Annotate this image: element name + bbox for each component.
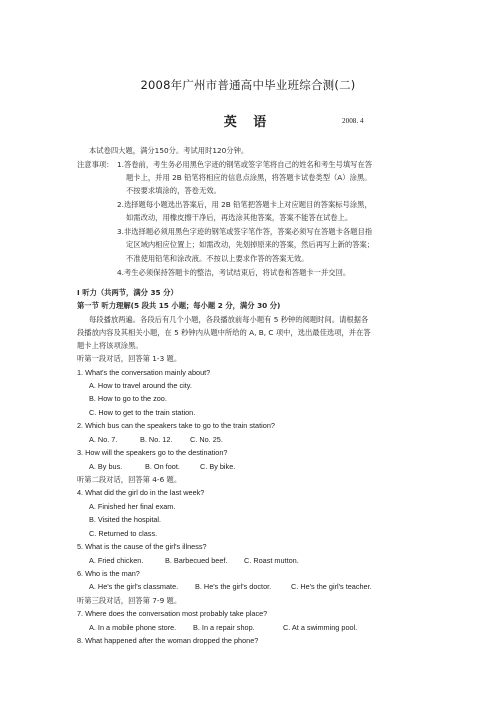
option: C. By bike. — [200, 462, 236, 471]
notice-label: 注意事项： — [77, 160, 114, 169]
option: A. In a mobile phone store. — [89, 623, 177, 632]
option: C. At a swimming pool. — [283, 623, 358, 632]
option: B. Barbecued beef. — [165, 556, 228, 565]
note-line: 题卡上，并用 2B 铅笔将相应的信息点涂黑，将答题卡试卷类型（A）涂黑。 — [126, 173, 372, 182]
option: A. Fried chicken. — [89, 556, 144, 565]
note-line: 不准使用铅笔和涂改液。不按以上要求作答的答案无效。 — [126, 254, 309, 263]
question-stem: 8. What happened after the woman dropped the phone? — [77, 636, 259, 645]
instruction-line: 段播放内容及其相关小题，在 5 秒钟内从题中所给的 A, B, C 项中，选出最佳选项，并在答 — [77, 328, 371, 337]
option: B. Visited the hospital. — [89, 515, 162, 524]
option: C. He's the girl's teacher. — [291, 582, 372, 591]
question-stem: 1. What's the conversation mainly about? — [77, 368, 211, 377]
exam-date: 2008. 4 — [342, 117, 364, 125]
option: B. How to go to the zoo. — [89, 394, 167, 403]
option: B. On foot. — [145, 462, 180, 471]
section-heading: I 听力（共两节，满分 35 分） — [77, 288, 178, 297]
option: A. He's the girl's classmate. — [89, 582, 179, 591]
note-line: 如需改动，用橡皮擦干净后，再选涂其他答案，答案不能答在试卷上。 — [126, 213, 353, 222]
instruction-line: 每段播放两遍。各段后有几个小题，各段播放前每小题有 5 秒钟的阅题时间。请根据各 — [89, 315, 369, 324]
option: B. In a repair shop. — [193, 623, 255, 632]
dialog-prompt: 听第二段对话，回答第 4-6 题。 — [77, 475, 182, 484]
option: C. How to get to the train station. — [89, 408, 196, 417]
note-line: 不按要求填涂的，答卷无效。 — [126, 186, 221, 195]
option: A. Finished her final exam. — [89, 502, 176, 511]
option: C. Returned to class. — [89, 529, 158, 538]
option: A. By bus. — [89, 462, 123, 471]
question-stem: 6. Who is the man? — [77, 569, 140, 578]
option: C. Roast mutton. — [244, 556, 299, 565]
question-stem: 4. What did the girl do in the last week? — [77, 488, 205, 497]
option: A. No. 7. — [89, 435, 118, 444]
dialog-prompt: 听第三段对话，回答第 7-9 题。 — [77, 596, 182, 605]
question-stem: 2. Which bus can the speakers take to go to the train station? — [77, 421, 275, 430]
subject-title: 英 语 — [223, 115, 273, 130]
option: A. How to travel around the city. — [89, 381, 192, 390]
note-line: 2.选择题每小题选出答案后，用 2B 铅笔把答题卡上对应题目的答案标号涂黑， — [117, 200, 372, 209]
exam-title: 2008年广州市普通高中毕业班综合测(二) — [140, 78, 356, 92]
note-line: 3.非选择题必须用黑色字迹的钢笔或签字笔作答，答案必须写在答题卡各题目指 — [117, 227, 373, 236]
option: C. No. 25. — [190, 435, 223, 444]
question-stem: 5. What is the cause of the girl's illness? — [77, 542, 207, 551]
part-heading: 第一节 听力理解(5 段共 15 小题；每小题 2 分，满分 30 分) — [77, 301, 281, 310]
question-stem: 3. How will the speakers go to the destination? — [77, 448, 228, 457]
instruction-line: 题卡上将该项涂黑。 — [77, 341, 143, 350]
option: B. No. 12. — [140, 435, 173, 444]
option: B. He's the girl's doctor. — [195, 582, 272, 591]
note-line: 定区域内相应位置上；如需改动，先划掉原来的答案，然后再写上新的答案； — [126, 240, 375, 249]
note-line: 4.考生必须保持答题卡的整洁，考试结束后，将试卷和答题卡一并交回。 — [117, 268, 351, 277]
dialog-prompt: 听第一段对话，回答第 1-3 题。 — [77, 354, 182, 363]
note-line: 1.答卷前，考生务必用黑色字迹的钢笔或签字笔将自己的姓名和考生号填写在答 — [117, 160, 373, 169]
exam-info: 本试卷四大题，满分150分。考试用时120分钟。 — [89, 146, 249, 155]
question-stem: 7. Where does the conversation most probably take place? — [77, 609, 268, 618]
